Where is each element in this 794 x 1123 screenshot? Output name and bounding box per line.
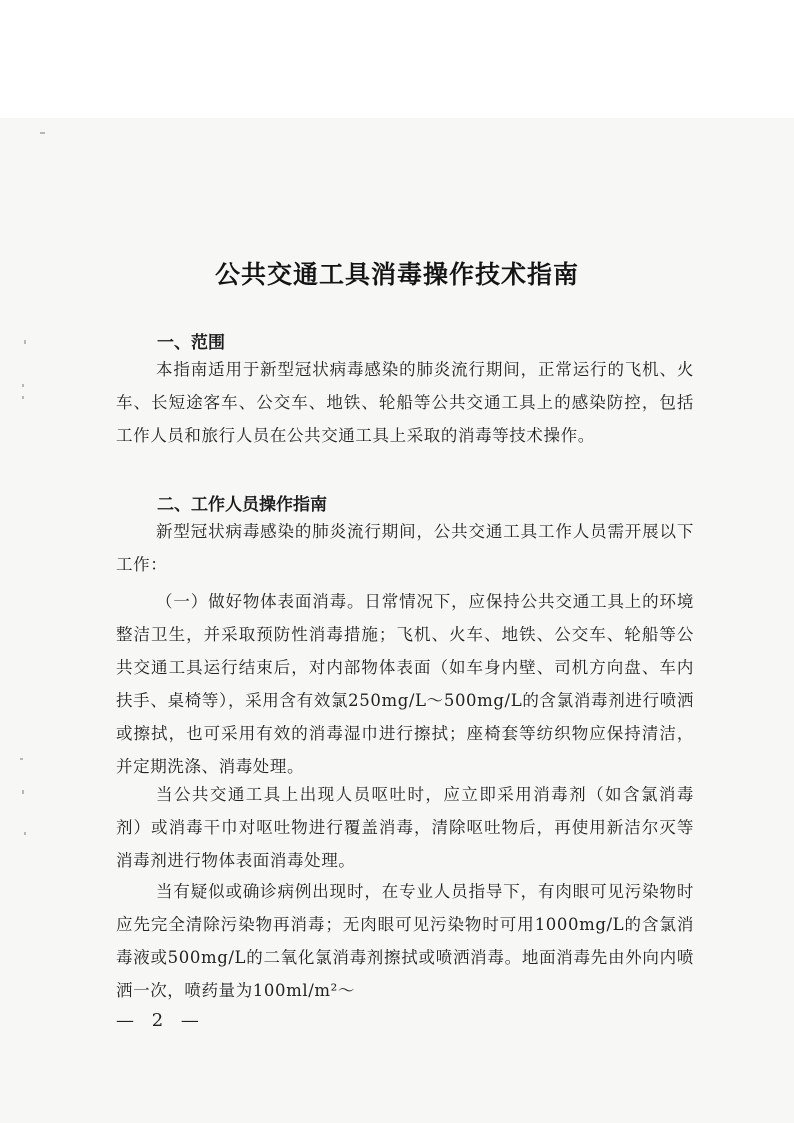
vomit-handling-paragraph: 当公共交通工具上出现人员呕吐时，应立即采用消毒剂（如含氯消毒剂）或消毒干巾对呕吐物进行覆盖消毒，清除呕吐物后，再使用新洁尔灭等消毒剂进行物体表面消毒处理。 bbox=[116, 785, 694, 870]
scan-speck bbox=[24, 340, 26, 344]
scan-speck bbox=[40, 132, 45, 134]
surface-disinfection-paragraph: （一）做好物体表面消毒。日常情况下，应保持公共交通工具上的环境整洁卫生，并采取预防性消毒措施；飞机、火车、地铁、公交车、轮船等公共交通工具运行结束后，对内部物体表面（如车身内壁、司机方向盘、车内扶手、桌椅等），采用含有效氯250mg/L～500mg/L的含氯消毒剂进行喷洒或擦拭，也可采用有效的消毒湿巾进行擦拭；座椅套等纺织物应保持清洁，并定期洗涤、消毒处理。 bbox=[116, 592, 694, 776]
scan-speck bbox=[22, 384, 24, 387]
section-heading-scope: 一、范围 bbox=[157, 333, 225, 353]
scan-speck bbox=[24, 832, 26, 835]
scan-speck bbox=[22, 790, 24, 794]
page-number: — 2 — bbox=[116, 1010, 205, 1031]
section-heading-staff-guide: 二、工作人员操作指南 bbox=[157, 495, 327, 515]
page-top-margin bbox=[0, 0, 794, 118]
scope-paragraph: 本指南适用于新型冠状病毒感染的肺炎流行期间，正常运行的飞机、火车、长短途客车、公交车、地铁、轮船等公共交通工具上的感染防控，包括工作人员和旅行人员在公共交通工具上采取的消毒等技术操作。 bbox=[116, 360, 694, 445]
suspected-case-paragraph: 当有疑似或确诊病例出现时，在专业人员指导下，有肉眼可见污染物时应先完全清除污染物再消毒；无肉眼可见污染物时可用1000mg/L的含氯消毒液或500mg/L的二氧化氯消毒剂擦拭或喷洒消毒。地面消毒先由外向内喷洒一次，喷药量为100ml/m²～ bbox=[116, 882, 694, 1000]
scan-speck bbox=[22, 396, 24, 399]
staff-intro-paragraph: 新型冠状病毒感染的肺炎流行期间，公共交通工具工作人员需开展以下工作： bbox=[116, 522, 694, 574]
scan-speck bbox=[20, 758, 23, 760]
document-title: 公共交通工具消毒操作技术指南 bbox=[214, 260, 579, 289]
